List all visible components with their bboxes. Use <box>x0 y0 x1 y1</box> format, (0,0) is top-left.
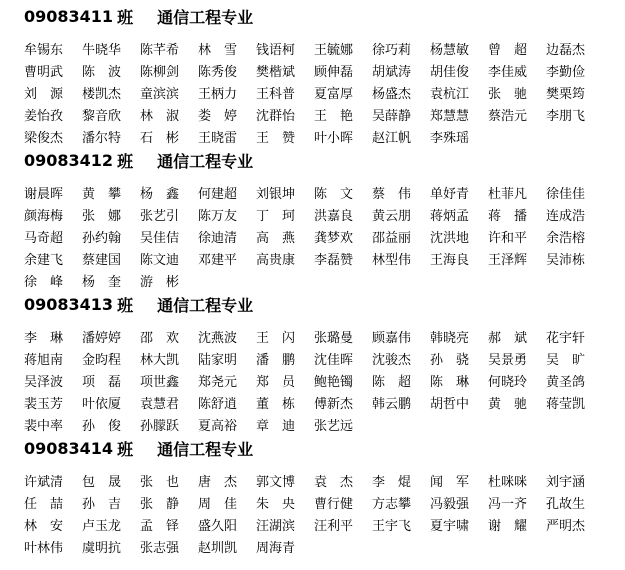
student-name: 郑慧慧 <box>430 109 470 124</box>
student-name: 钱语柯 <box>256 43 296 58</box>
student-name-list <box>24 472 624 560</box>
class-section-3 <box>24 292 624 438</box>
class-section-4 <box>24 436 624 560</box>
student-name: 杨盛杰 <box>372 87 412 102</box>
student-name: 陈文迪 <box>140 253 180 268</box>
student-name: 李 焜 <box>372 475 412 490</box>
student-name: 沈燕波 <box>198 331 238 346</box>
student-name: 石 彬 <box>140 131 180 146</box>
student-name: 王海良 <box>430 253 470 268</box>
student-name: 徐佳佳 <box>546 187 586 202</box>
student-name: 陈柳剑 <box>140 65 180 80</box>
student-name: 樊楷斌 <box>256 65 296 80</box>
student-name: 孙 骁 <box>430 353 470 368</box>
student-name: 沈佳晖 <box>314 353 354 368</box>
student-name: 蒋 播 <box>488 209 528 224</box>
student-name: 蒋炳孟 <box>430 209 470 224</box>
student-name: 陈 波 <box>82 65 122 80</box>
student-name: 姜怡孜 <box>24 109 64 124</box>
student-name: 袁慧君 <box>140 397 180 412</box>
student-name: 刘 源 <box>24 87 64 102</box>
student-name: 孙 吉 <box>82 497 122 512</box>
student-name: 吴佳佶 <box>140 231 180 246</box>
student-name: 吴泽波 <box>24 375 64 390</box>
student-name: 鲍艳镯 <box>314 375 354 390</box>
student-name: 林 淑 <box>140 109 180 124</box>
student-name: 冯一齐 <box>488 497 528 512</box>
student-name: 谢 耀 <box>488 519 528 534</box>
class-suffix: 班 <box>117 7 134 27</box>
student-name: 项 磊 <box>82 375 122 390</box>
class-section-2 <box>24 148 624 294</box>
student-name: 徐迪清 <box>198 231 238 246</box>
student-name: 陈秀俊 <box>198 65 238 80</box>
student-name: 郭文博 <box>256 475 296 490</box>
student-name: 叶依厦 <box>82 397 122 412</box>
student-name: 何建超 <box>198 187 238 202</box>
student-name: 邵益丽 <box>372 231 412 246</box>
student-name: 顾嘉伟 <box>372 331 412 346</box>
student-name: 袁 杰 <box>314 475 354 490</box>
student-name: 王 艳 <box>314 109 354 124</box>
student-name: 邵 欢 <box>140 331 180 346</box>
class-code: 09083411 <box>24 6 114 26</box>
student-name-list <box>24 184 624 294</box>
student-name: 陈舒逍 <box>198 397 238 412</box>
student-name: 赵江帆 <box>372 131 412 146</box>
student-name: 林型伟 <box>372 253 412 268</box>
student-name: 颜海梅 <box>24 209 64 224</box>
major-title: 通信工程专业 <box>157 151 254 171</box>
student-name: 朱 央 <box>256 497 296 512</box>
student-name: 李朋飞 <box>546 109 586 124</box>
class-section-1 <box>24 4 624 150</box>
student-name: 蔡浩元 <box>488 109 528 124</box>
student-name: 郑 员 <box>256 375 296 390</box>
student-name: 孙约翰 <box>82 231 122 246</box>
student-name: 龚梦欢 <box>314 231 354 246</box>
student-name: 陈 超 <box>372 375 412 390</box>
student-name: 夏富厚 <box>314 87 354 102</box>
student-name: 边磊杰 <box>546 43 586 58</box>
student-name: 杨 奎 <box>82 275 122 290</box>
student-name: 张艺远 <box>314 419 354 434</box>
student-name: 胡佳俊 <box>430 65 470 80</box>
student-name: 林 安 <box>24 519 64 534</box>
student-name: 黄 攀 <box>82 187 122 202</box>
student-name: 单妤青 <box>430 187 470 202</box>
student-name: 吴薛静 <box>372 109 412 124</box>
student-name: 吴 旷 <box>546 353 586 368</box>
student-name: 叶林伟 <box>24 541 64 556</box>
class-suffix: 班 <box>117 151 134 171</box>
student-name: 许斌清 <box>24 475 64 490</box>
student-name: 丁 珂 <box>256 209 296 224</box>
student-name: 李磊赞 <box>314 253 354 268</box>
student-name: 洪嘉良 <box>314 209 354 224</box>
student-name: 黄云朋 <box>372 209 412 224</box>
student-name: 严明杰 <box>546 519 586 534</box>
student-name: 马奇超 <box>24 231 64 246</box>
class-header <box>24 148 624 172</box>
student-name: 张艺引 <box>140 209 180 224</box>
student-name: 裴玉芳 <box>24 397 64 412</box>
student-name: 冯毅强 <box>430 497 470 512</box>
student-name: 蒋旭南 <box>24 353 64 368</box>
student-name: 张 静 <box>140 497 180 512</box>
class-suffix: 班 <box>117 295 134 315</box>
class-header <box>24 4 624 28</box>
student-name: 高贵康 <box>256 253 296 268</box>
student-name: 潘尔特 <box>82 131 122 146</box>
student-name: 项世鑫 <box>140 375 180 390</box>
student-name: 沈洪地 <box>430 231 470 246</box>
student-name: 潘 鹏 <box>256 353 296 368</box>
major-title: 通信工程专业 <box>157 7 254 27</box>
student-name: 胡斌涛 <box>372 65 412 80</box>
class-header <box>24 292 624 316</box>
student-name: 李殊瑶 <box>430 131 470 146</box>
student-name: 连成浩 <box>546 209 586 224</box>
student-name: 楼凯杰 <box>82 87 122 102</box>
student-name: 刘银坤 <box>256 187 296 202</box>
student-name: 梁俊杰 <box>24 131 64 146</box>
student-name: 谢晨晖 <box>24 187 64 202</box>
student-name: 余建飞 <box>24 253 64 268</box>
student-name: 王晓雷 <box>198 131 238 146</box>
student-name: 黄 驰 <box>488 397 528 412</box>
student-name: 郝 斌 <box>488 331 528 346</box>
student-name: 韩云鹏 <box>372 397 412 412</box>
class-code: 09083414 <box>24 438 114 458</box>
student-name: 刘宇涵 <box>546 475 586 490</box>
student-name: 林大凯 <box>140 353 180 368</box>
student-name: 李 琳 <box>24 331 64 346</box>
student-name: 何晓玲 <box>488 375 528 390</box>
student-name: 章 迪 <box>256 419 296 434</box>
student-name: 徐 峰 <box>24 275 64 290</box>
class-header <box>24 436 624 460</box>
student-name: 卢玉龙 <box>82 519 122 534</box>
student-name: 邓建平 <box>198 253 238 268</box>
student-name: 王毓娜 <box>314 43 354 58</box>
student-name: 杜菲凡 <box>488 187 528 202</box>
student-name: 傅新杰 <box>314 397 354 412</box>
student-name: 盛久阳 <box>198 519 238 534</box>
student-name: 王 闪 <box>256 331 296 346</box>
student-name: 董 栋 <box>256 397 296 412</box>
student-name: 曹行健 <box>314 497 354 512</box>
student-name: 张志强 <box>140 541 180 556</box>
student-name: 陆家明 <box>198 353 238 368</box>
student-name: 黎音欣 <box>82 109 122 124</box>
student-name: 杨 鑫 <box>140 187 180 202</box>
student-name: 沈骏杰 <box>372 353 412 368</box>
student-name: 孙 俊 <box>82 419 122 434</box>
student-name: 郑尧元 <box>198 375 238 390</box>
student-name: 童滨滨 <box>140 87 180 102</box>
student-name: 林 雪 <box>198 43 238 58</box>
student-name: 张璐曼 <box>314 331 354 346</box>
student-name: 王柄力 <box>198 87 238 102</box>
student-name: 顾伸磊 <box>314 65 354 80</box>
student-name: 张 娜 <box>82 209 122 224</box>
class-suffix: 班 <box>117 439 134 459</box>
student-name: 张 也 <box>140 475 180 490</box>
student-name: 曾 超 <box>488 43 528 58</box>
student-name: 王泽辉 <box>488 253 528 268</box>
student-name: 袁杭江 <box>430 87 470 102</box>
student-name: 裴中率 <box>24 419 64 434</box>
student-name: 陈 琳 <box>430 375 470 390</box>
student-name: 汪利平 <box>314 519 354 534</box>
student-name: 胡哲中 <box>430 397 470 412</box>
student-name: 陈芊希 <box>140 43 180 58</box>
student-name: 徐巧莉 <box>372 43 412 58</box>
student-name: 曹明武 <box>24 65 64 80</box>
student-name: 高 燕 <box>256 231 296 246</box>
student-name: 娄 婷 <box>198 109 238 124</box>
student-name: 吴景勇 <box>488 353 528 368</box>
major-title: 通信工程专业 <box>157 295 254 315</box>
student-name: 樊栗筠 <box>546 87 586 102</box>
student-name: 孔故生 <box>546 497 586 512</box>
student-name: 金昀程 <box>82 353 122 368</box>
student-name: 方志攀 <box>372 497 412 512</box>
student-name: 王 赞 <box>256 131 296 146</box>
student-name: 任 喆 <box>24 497 64 512</box>
class-code: 09083413 <box>24 294 114 314</box>
student-name: 蔡建国 <box>82 253 122 268</box>
student-name: 蒋莹凯 <box>546 397 586 412</box>
student-name: 叶小晖 <box>314 131 354 146</box>
class-code: 09083412 <box>24 150 114 170</box>
student-name: 孙朦跃 <box>140 419 180 434</box>
student-name: 李佳威 <box>488 65 528 80</box>
student-name: 闻 军 <box>430 475 470 490</box>
student-name: 虞明抗 <box>82 541 122 556</box>
student-name: 沈群怡 <box>256 109 296 124</box>
student-name: 游 彬 <box>140 275 180 290</box>
student-name: 花宇轩 <box>546 331 586 346</box>
student-name: 陈 文 <box>314 187 354 202</box>
student-name: 吴沛栋 <box>546 253 586 268</box>
student-name: 余浩榕 <box>546 231 586 246</box>
student-name-list <box>24 328 624 438</box>
student-name: 周海青 <box>256 541 296 556</box>
student-name: 牟锡东 <box>24 43 64 58</box>
student-name: 赵圳凯 <box>198 541 238 556</box>
student-name: 夏宇啸 <box>430 519 470 534</box>
student-name: 夏高裕 <box>198 419 238 434</box>
student-name: 黄圣鸽 <box>546 375 586 390</box>
major-title: 通信工程专业 <box>157 439 254 459</box>
student-name-list <box>24 40 624 150</box>
student-name: 陈万友 <box>198 209 238 224</box>
student-name: 李勤俭 <box>546 65 586 80</box>
student-name: 周 佳 <box>198 497 238 512</box>
student-name: 牛晓华 <box>82 43 122 58</box>
student-name: 韩晓亮 <box>430 331 470 346</box>
student-name: 潘婷婷 <box>82 331 122 346</box>
student-name: 王科普 <box>256 87 296 102</box>
student-name: 蔡 伟 <box>372 187 412 202</box>
student-name: 包 晟 <box>82 475 122 490</box>
student-name: 杜咪咪 <box>488 475 528 490</box>
student-name: 孟 铎 <box>140 519 180 534</box>
student-name: 汪湖滨 <box>256 519 296 534</box>
student-name: 许和平 <box>488 231 528 246</box>
student-name: 张 驰 <box>488 87 528 102</box>
student-name: 杨慧敏 <box>430 43 470 58</box>
student-name: 唐 杰 <box>198 475 238 490</box>
student-name: 王宇飞 <box>372 519 412 534</box>
